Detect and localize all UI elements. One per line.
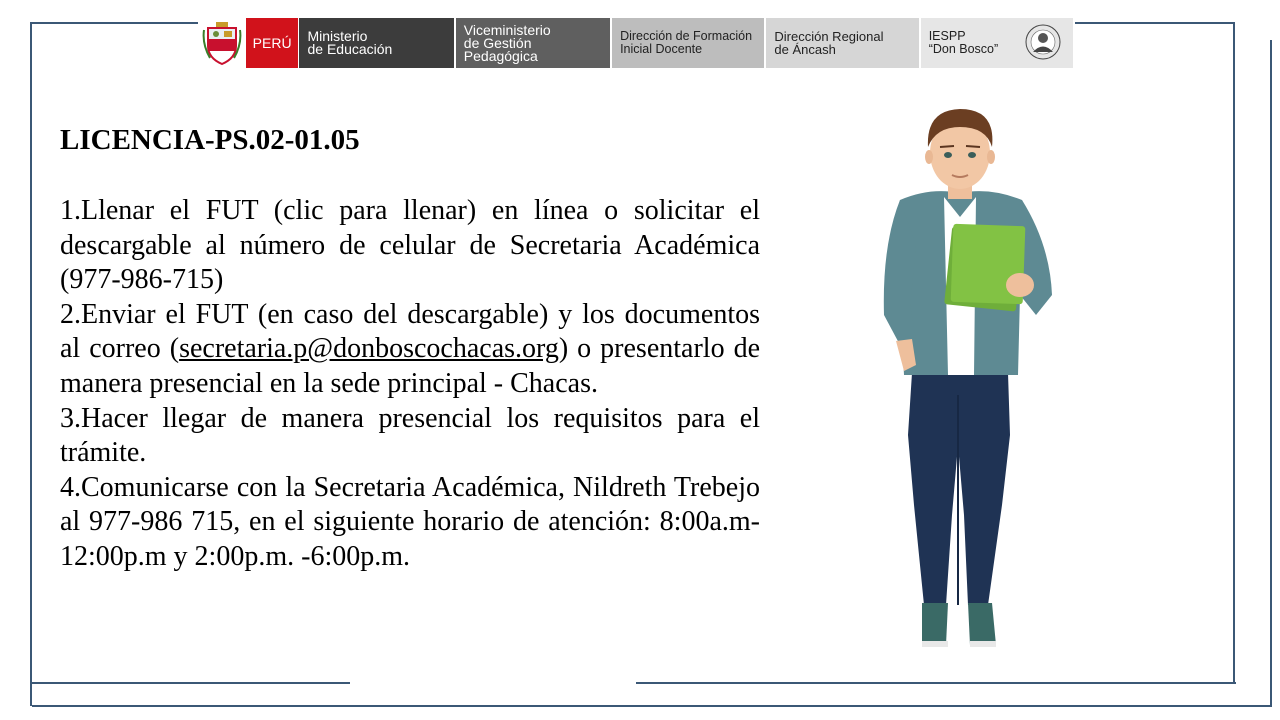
step-4: 4.Comunicarse con la Secretaria Académica, Nildreth Trebejo al 977-986 715, en el siguiente horario de atención: 8:00a.m-12:00p.m y 2:00p.m. -6:00p.m. — [60, 471, 760, 572]
ministerio-line-2: de Educación — [307, 41, 393, 57]
peru-badge — [246, 18, 299, 68]
viceministerio-line-2: de Gestión Pedagógica — [463, 34, 538, 64]
frame-right-outer — [1270, 40, 1272, 706]
student-illustration — [860, 105, 1070, 650]
page-title: LICENCIA-PS.02-01.05 — [60, 124, 360, 156]
iespp-badge — [921, 18, 1073, 68]
iespp-line-2: “Don Bosco” — [928, 42, 999, 56]
instructions-body — [60, 194, 760, 575]
email-link[interactable]: secretaria.p@donboscochacas.org — [179, 333, 559, 365]
peru-coat-of-arms-icon — [198, 18, 246, 68]
peru-label: PERÚ — [252, 34, 292, 51]
don-bosco-seal-icon — [1021, 23, 1065, 63]
frame-bottom-outer — [32, 705, 1272, 707]
iespp-line-1: IESPP — [928, 29, 966, 43]
frame-left — [30, 22, 32, 706]
direccion-regional-badge — [766, 18, 918, 68]
direccion-formacion-line-2: Inicial Docente — [620, 42, 703, 56]
step-2-text-after: ) o presentarlo de manera presencial en la sede principal - Chacas. — [60, 333, 761, 399]
frame-right — [1233, 22, 1235, 682]
direccion-formacion-badge — [612, 18, 764, 68]
viceministerio-line-1: Viceministerio — [463, 21, 551, 38]
step-2-text-before: 2.Enviar el FUT (en caso del descargable) y los documentos al correo ( — [60, 298, 760, 365]
frame-bottom-left — [30, 682, 350, 684]
direccion-formacion-line-1: Dirección de Formación — [620, 29, 753, 43]
step-3: 3.Hacer llegar de manera presencial los requisitos para el trámite. — [60, 402, 760, 469]
ministerio-badge — [299, 18, 453, 68]
frame-bottom-right — [636, 682, 1236, 684]
frame-top-right — [1075, 22, 1235, 24]
frame-top-left — [30, 22, 200, 24]
step-1: 1.Llenar el FUT (clic para llenar) en línea o solicitar el descargable al número de celular de Secretaria Académica (977-986-715) — [60, 195, 760, 296]
step-2 — [60, 298, 760, 402]
institution-header — [198, 18, 1075, 68]
viceministerio-badge — [456, 18, 610, 68]
ministerio-line-1: Ministerio — [307, 28, 368, 44]
direccion-regional-line-1: Dirección Regional — [774, 29, 884, 44]
direccion-regional-line-2: de Áncash — [774, 42, 836, 57]
